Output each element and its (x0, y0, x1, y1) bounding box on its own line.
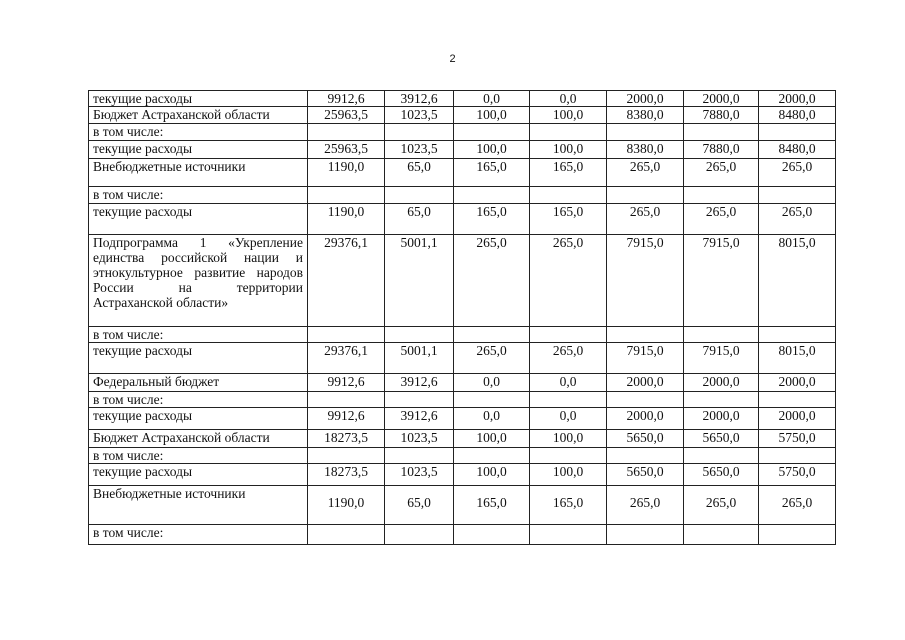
row-value: 7880,0 (684, 141, 759, 159)
row-value: 25963,5 (308, 107, 385, 124)
row-label: в том числе: (89, 448, 308, 464)
row-value: 8015,0 (759, 235, 836, 327)
row-value (385, 327, 454, 343)
row-value (385, 392, 454, 408)
row-value: 5001,1 (385, 343, 454, 374)
row-value: 7915,0 (684, 235, 759, 327)
row-value: 2000,0 (684, 91, 759, 107)
row-value (684, 187, 759, 204)
row-value (385, 187, 454, 204)
row-label: в том числе: (89, 525, 308, 545)
row-value: 0,0 (530, 408, 607, 430)
row-label: в том числе: (89, 124, 308, 141)
row-value: 8480,0 (759, 107, 836, 124)
row-label: в том числе: (89, 392, 308, 408)
row-value: 29376,1 (308, 235, 385, 327)
row-value: 8380,0 (607, 107, 684, 124)
row-value: 100,0 (530, 107, 607, 124)
row-value: 100,0 (530, 430, 607, 448)
row-value: 7915,0 (607, 343, 684, 374)
row-value (308, 187, 385, 204)
table-row (89, 408, 836, 430)
row-value: 5650,0 (607, 430, 684, 448)
row-value: 2000,0 (607, 374, 684, 392)
row-value (530, 327, 607, 343)
row-value: 165,0 (530, 486, 607, 525)
row-value: 2000,0 (759, 91, 836, 107)
row-label: текущие расходы (89, 343, 308, 374)
row-value: 100,0 (454, 430, 530, 448)
row-value (759, 525, 836, 545)
row-value (607, 448, 684, 464)
row-value: 9912,6 (308, 91, 385, 107)
row-label: в том числе: (89, 327, 308, 343)
row-value (684, 525, 759, 545)
row-value: 100,0 (454, 141, 530, 159)
row-value (308, 392, 385, 408)
row-value: 265,0 (454, 343, 530, 374)
row-value: 5650,0 (607, 464, 684, 486)
row-value: 100,0 (454, 464, 530, 486)
row-value: 265,0 (530, 343, 607, 374)
row-value (454, 448, 530, 464)
row-value (607, 187, 684, 204)
row-value: 100,0 (530, 141, 607, 159)
row-value: 0,0 (454, 408, 530, 430)
row-value: 165,0 (530, 159, 607, 187)
row-label: Внебюджетные источники (89, 486, 308, 525)
row-value (759, 187, 836, 204)
row-value: 265,0 (684, 486, 759, 525)
row-value: 265,0 (607, 204, 684, 235)
row-value: 9912,6 (308, 374, 385, 392)
table-row (89, 187, 836, 204)
row-value: 65,0 (385, 486, 454, 525)
row-value (684, 448, 759, 464)
row-value: 0,0 (454, 374, 530, 392)
row-value: 0,0 (530, 374, 607, 392)
table-row (89, 448, 836, 464)
row-value: 0,0 (454, 91, 530, 107)
row-value (607, 392, 684, 408)
row-value: 165,0 (454, 486, 530, 525)
table-row (89, 343, 836, 374)
table-row (89, 141, 836, 159)
row-value: 265,0 (759, 204, 836, 235)
row-value: 5750,0 (759, 464, 836, 486)
table-row (89, 327, 836, 343)
row-value (308, 327, 385, 343)
row-value: 100,0 (454, 107, 530, 124)
row-value: 1023,5 (385, 464, 454, 486)
row-value (530, 392, 607, 408)
table-row (89, 204, 836, 235)
row-value (385, 448, 454, 464)
row-value: 3912,6 (385, 408, 454, 430)
row-value: 29376,1 (308, 343, 385, 374)
row-value: 25963,5 (308, 141, 385, 159)
table-row (89, 124, 836, 141)
row-value (385, 124, 454, 141)
row-value: 7880,0 (684, 107, 759, 124)
row-label: Бюджет Астраханской области (89, 107, 308, 124)
row-value: 265,0 (530, 235, 607, 327)
row-value (454, 187, 530, 204)
row-value: 1023,5 (385, 141, 454, 159)
row-value: 265,0 (684, 204, 759, 235)
row-value: 9912,6 (308, 408, 385, 430)
row-value: 18273,5 (308, 464, 385, 486)
table-row (89, 159, 836, 187)
row-value: 2000,0 (607, 408, 684, 430)
row-value: 265,0 (607, 486, 684, 525)
row-label: Федеральный бюджет (89, 374, 308, 392)
row-value (607, 124, 684, 141)
row-label: текущие расходы (89, 204, 308, 235)
row-value: 2000,0 (759, 408, 836, 430)
row-value (759, 327, 836, 343)
row-value (454, 525, 530, 545)
row-value: 1190,0 (308, 486, 385, 525)
row-value: 1190,0 (308, 204, 385, 235)
row-value: 0,0 (530, 91, 607, 107)
row-value: 65,0 (385, 204, 454, 235)
row-value: 3912,6 (385, 91, 454, 107)
row-value: 7915,0 (607, 235, 684, 327)
row-value: 2000,0 (684, 374, 759, 392)
row-label: Подпрограмма 1 «Укрепление единства российской нации и этнокультурное развитие народов России на территории Астраханской области» (89, 235, 308, 327)
row-value: 2000,0 (684, 408, 759, 430)
table-row (89, 374, 836, 392)
row-value: 8380,0 (607, 141, 684, 159)
row-value: 8480,0 (759, 141, 836, 159)
row-value: 5001,1 (385, 235, 454, 327)
row-value: 18273,5 (308, 430, 385, 448)
table-row (89, 91, 836, 107)
row-value: 265,0 (684, 159, 759, 187)
row-value: 265,0 (607, 159, 684, 187)
row-value: 100,0 (530, 464, 607, 486)
row-value (684, 124, 759, 141)
table-row (89, 107, 836, 124)
row-value: 5650,0 (684, 464, 759, 486)
table-row (89, 486, 836, 525)
row-value (759, 124, 836, 141)
row-value (530, 448, 607, 464)
row-value: 2000,0 (759, 374, 836, 392)
row-value: 1023,5 (385, 107, 454, 124)
row-value (308, 448, 385, 464)
row-label: текущие расходы (89, 408, 308, 430)
row-value: 2000,0 (607, 91, 684, 107)
row-value (607, 525, 684, 545)
row-value: 1190,0 (308, 159, 385, 187)
row-value (684, 327, 759, 343)
row-value (454, 124, 530, 141)
row-value: 265,0 (759, 159, 836, 187)
row-value: 165,0 (454, 159, 530, 187)
table-row (89, 430, 836, 448)
row-value (759, 392, 836, 408)
row-value: 8015,0 (759, 343, 836, 374)
row-value (385, 525, 454, 545)
row-label: текущие расходы (89, 464, 308, 486)
row-value (530, 187, 607, 204)
row-label: в том числе: (89, 187, 308, 204)
row-label: текущие расходы (89, 141, 308, 159)
row-label: текущие расходы (89, 91, 308, 107)
table-row (89, 235, 836, 327)
page-number: 2 (449, 53, 456, 65)
table-row (89, 464, 836, 486)
row-value: 165,0 (530, 204, 607, 235)
row-value: 265,0 (454, 235, 530, 327)
row-value (607, 327, 684, 343)
row-value (530, 124, 607, 141)
row-label: Внебюджетные источники (89, 159, 308, 187)
table-body (89, 91, 836, 545)
row-value (308, 124, 385, 141)
row-value (759, 448, 836, 464)
row-value: 3912,6 (385, 374, 454, 392)
row-value (308, 525, 385, 545)
budget-table (88, 90, 836, 545)
row-label: Бюджет Астраханской области (89, 430, 308, 448)
row-value: 65,0 (385, 159, 454, 187)
row-value (454, 392, 530, 408)
row-value: 7915,0 (684, 343, 759, 374)
table-row (89, 392, 836, 408)
row-value (530, 525, 607, 545)
row-value (684, 392, 759, 408)
row-value: 265,0 (759, 486, 836, 525)
row-value: 165,0 (454, 204, 530, 235)
row-value (454, 327, 530, 343)
table-row (89, 525, 836, 545)
row-value: 5650,0 (684, 430, 759, 448)
row-value: 1023,5 (385, 430, 454, 448)
row-value: 5750,0 (759, 430, 836, 448)
